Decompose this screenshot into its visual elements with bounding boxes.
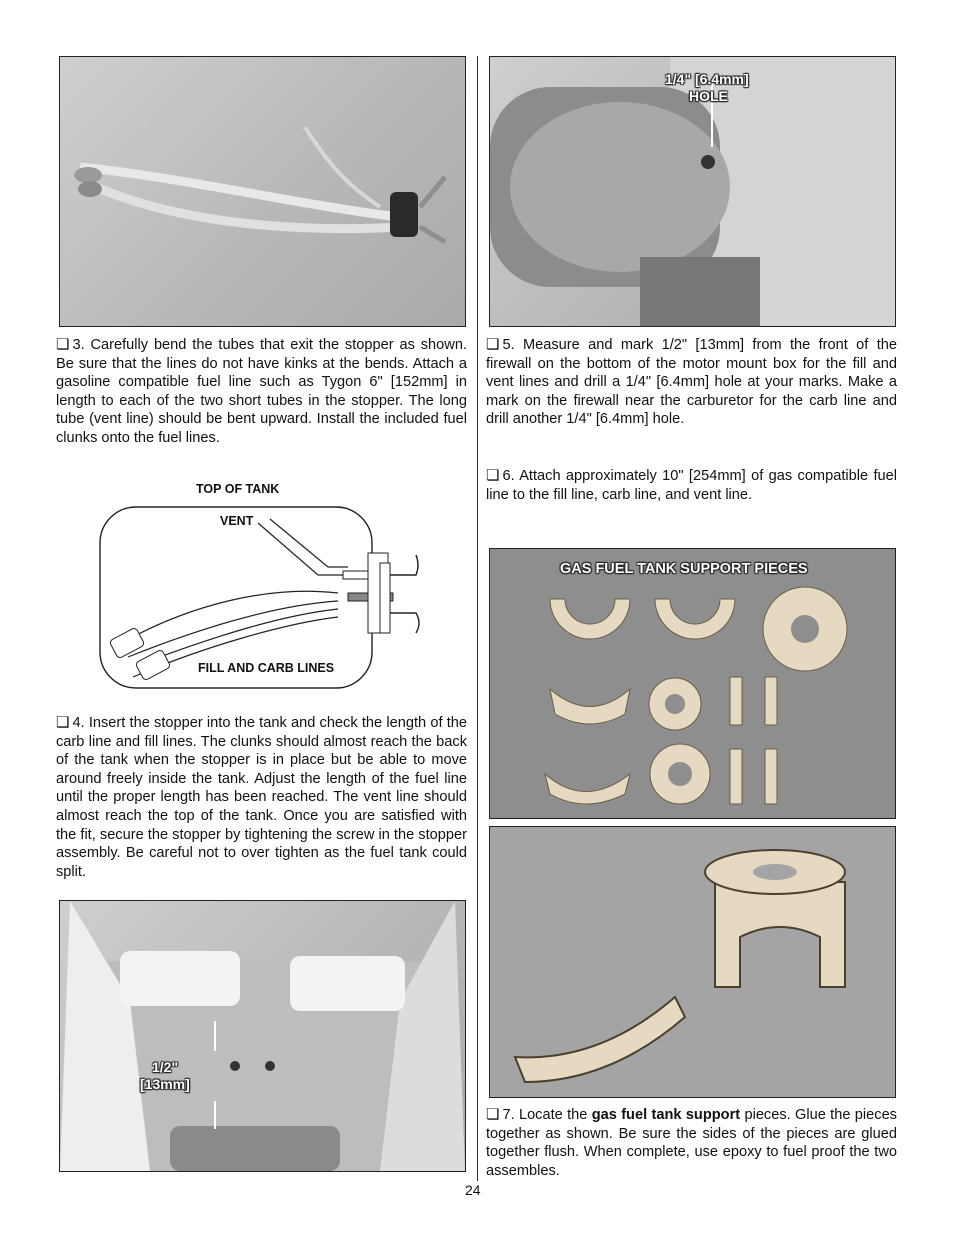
step-7-text [486, 1106, 897, 1180]
stopper-tubes-photo [59, 56, 466, 327]
checkbox-icon[interactable]: ❏ [486, 1106, 500, 1123]
measure-label-line2: [13mm] [140, 1076, 190, 1092]
vent-label: VENT [220, 514, 254, 528]
support-pieces-title: GAS FUEL TANK SUPPORT PIECES [560, 561, 808, 577]
step-3-text [56, 336, 467, 448]
checkbox-icon[interactable]: ❏ [56, 336, 70, 353]
step-7-bold: gas fuel tank support [591, 1107, 741, 1123]
step-5-body: 5. Measure and mark 1/2" [13mm] from the front of the firewall on the bottom of the motor mount box for the fill and vent lines and drill a 1/4" [6.4mm] hole at your marks. Make a mark on the firewall near the carburetor for the carb line and drill another 1/4" [6.4mm] hole. [486, 337, 897, 428]
support-pieces-photo [489, 548, 896, 819]
firewall-photo [489, 56, 896, 327]
fill-carb-label: FILL AND CARB LINES [198, 661, 335, 675]
step-5-text [486, 336, 897, 429]
diagram-title: TOP OF TANK [196, 482, 280, 496]
assembled-supports-photo [489, 826, 896, 1098]
checkbox-icon[interactable]: ❏ [486, 467, 500, 484]
checkbox-icon[interactable]: ❏ [486, 336, 500, 353]
page-number: 24 [465, 1182, 481, 1198]
motor-box-photo [59, 900, 466, 1172]
measure-label-line1: 1/2" [152, 1059, 179, 1075]
hole-label-line2: HOLE [689, 88, 728, 104]
step-3-body: 3. Carefully bend the tubes that exit the stopper as shown. Be sure that the lines do not have kinks at the bends. Attach a gasoline compatible fuel line such as Tygon 6" [152mm] in length to each of the two short tubes in the stopper. The long tube (vent line) should be bent upward. Install the included fuel clunks onto the fuel lines. [56, 337, 467, 446]
hole-label-line1: 1/4" [6.4mm] [665, 71, 749, 87]
checkbox-icon[interactable]: ❏ [56, 714, 70, 731]
step-6-text [486, 467, 897, 504]
step-6-body: 6. Attach approximately 10" [254mm] of gas compatible fuel line to the fill line, carb line, and vent line. [486, 468, 897, 503]
column-divider [477, 56, 478, 1181]
step-7-body-start: 7. Locate the [502, 1107, 592, 1123]
step-4-text [56, 714, 467, 881]
step-7-body-end: pieces. Glue the pieces together as shown. Be sure the sides of the pieces are glued together flush. When complete, use epoxy to fuel proof the two assembles. [486, 1107, 897, 1179]
step-4-body: 4. Insert the stopper into the tank and check the length of the carb line and fill lines. The clunks should almost reach the back of the tank when the stopper is in place but be able to move around freely inside the tank. Adjust the length of the fuel line until the proper length has been reached. The vent line should almost reach the top of the tank. Once you are satisfied with the fit, secure the stopper by tightening the screw in the stopper assembly. Be careful not to over tighten as the fuel tank could split. [56, 715, 467, 880]
